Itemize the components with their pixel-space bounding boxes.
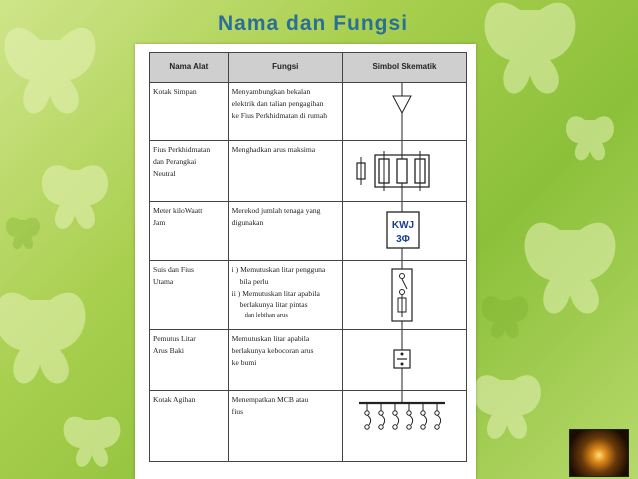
- cell-symbol: [342, 261, 466, 330]
- header-fungsi: Fungsi: [228, 53, 342, 83]
- document-page: [135, 44, 476, 479]
- table-row: [150, 83, 467, 141]
- service-box-triangle-icon: [343, 83, 461, 140]
- distribution-board-icon: [343, 391, 461, 461]
- name-line: Meter kiloWaatt: [153, 206, 203, 215]
- cell-name: [150, 391, 229, 462]
- cell-symbol: [342, 391, 466, 462]
- function-line: berlakunya kebocoran arus: [231, 345, 314, 355]
- rccb-icon: [343, 330, 461, 390]
- name-line: Kotak Agihan: [153, 395, 196, 404]
- cell-symbol: [342, 83, 466, 141]
- header-nama-alat: Nama Alat: [150, 53, 229, 83]
- kwh-label: KWJ: [391, 220, 415, 231]
- cell-function: [228, 261, 342, 330]
- name-line: Neutral: [153, 168, 176, 178]
- cell-function: [228, 202, 342, 261]
- function-line: Merekod jumlah tenaga yang: [231, 206, 321, 215]
- table-row: [150, 141, 467, 202]
- function-line: ii ) Memutuskan litar apabila: [231, 288, 320, 298]
- function-line: bila perlu: [239, 276, 269, 286]
- cell-function: [228, 330, 342, 391]
- cell-function: [228, 83, 342, 141]
- function-line: Menempatkan MCB atau: [231, 395, 309, 404]
- service-fuse-neutral-link-icon: [343, 141, 461, 201]
- table-header-row: [150, 53, 467, 83]
- table-row: [150, 330, 467, 391]
- function-line: elektrik dan talian pengagihan: [231, 98, 324, 108]
- function-line: digunakan: [231, 217, 264, 227]
- function-line: fius: [231, 406, 244, 416]
- name-line: Fius Perkhidmatan: [153, 145, 211, 154]
- phase-label: 3Φ: [396, 234, 410, 245]
- cell-function: [228, 141, 342, 202]
- table-row: [150, 391, 467, 462]
- cell-name: [150, 141, 229, 202]
- name-line: Kotak Simpan: [153, 87, 197, 96]
- main-switch-fuse-icon: [343, 261, 461, 329]
- lamp-thumbnail-image: [569, 429, 629, 477]
- table-row: [150, 261, 467, 330]
- name-line: Utama: [153, 276, 174, 286]
- function-line: Memutuskan litar apabila: [231, 334, 310, 343]
- table-row: [150, 202, 467, 261]
- function-line: dan lebihan arus: [244, 312, 288, 320]
- cell-name: [150, 202, 229, 261]
- name-line: Jam: [153, 217, 166, 227]
- cell-name: [150, 261, 229, 330]
- header-simbol-skematik: Simbol Skematik: [342, 53, 466, 83]
- name-line: Suis dan Fius: [153, 265, 194, 274]
- function-line: Menghadkan arus maksima: [231, 145, 316, 154]
- cell-function: [228, 391, 342, 462]
- function-line: Menyambungkan bekalan: [231, 87, 311, 96]
- cell-name: [150, 83, 229, 141]
- function-line: ke bumi: [231, 357, 257, 367]
- name-line: Arus Baki: [153, 345, 185, 355]
- kwh-meter-icon: [343, 202, 461, 260]
- function-line: berlakunya litar pintas: [239, 300, 308, 310]
- cell-name: [150, 330, 229, 391]
- cell-symbol: [342, 141, 466, 202]
- function-line: ke Fius Perkhidmatan di rumah: [231, 110, 328, 120]
- components-table: [149, 52, 467, 462]
- function-line: i ) Memutuskan litar pengguna: [231, 265, 326, 274]
- name-line: Pemutus Litar: [153, 334, 196, 343]
- cell-symbol: [342, 202, 466, 261]
- cell-symbol: [342, 330, 466, 391]
- slide-title: Nama dan Fungsi: [218, 12, 409, 35]
- name-line: dan Perangkai: [153, 156, 197, 166]
